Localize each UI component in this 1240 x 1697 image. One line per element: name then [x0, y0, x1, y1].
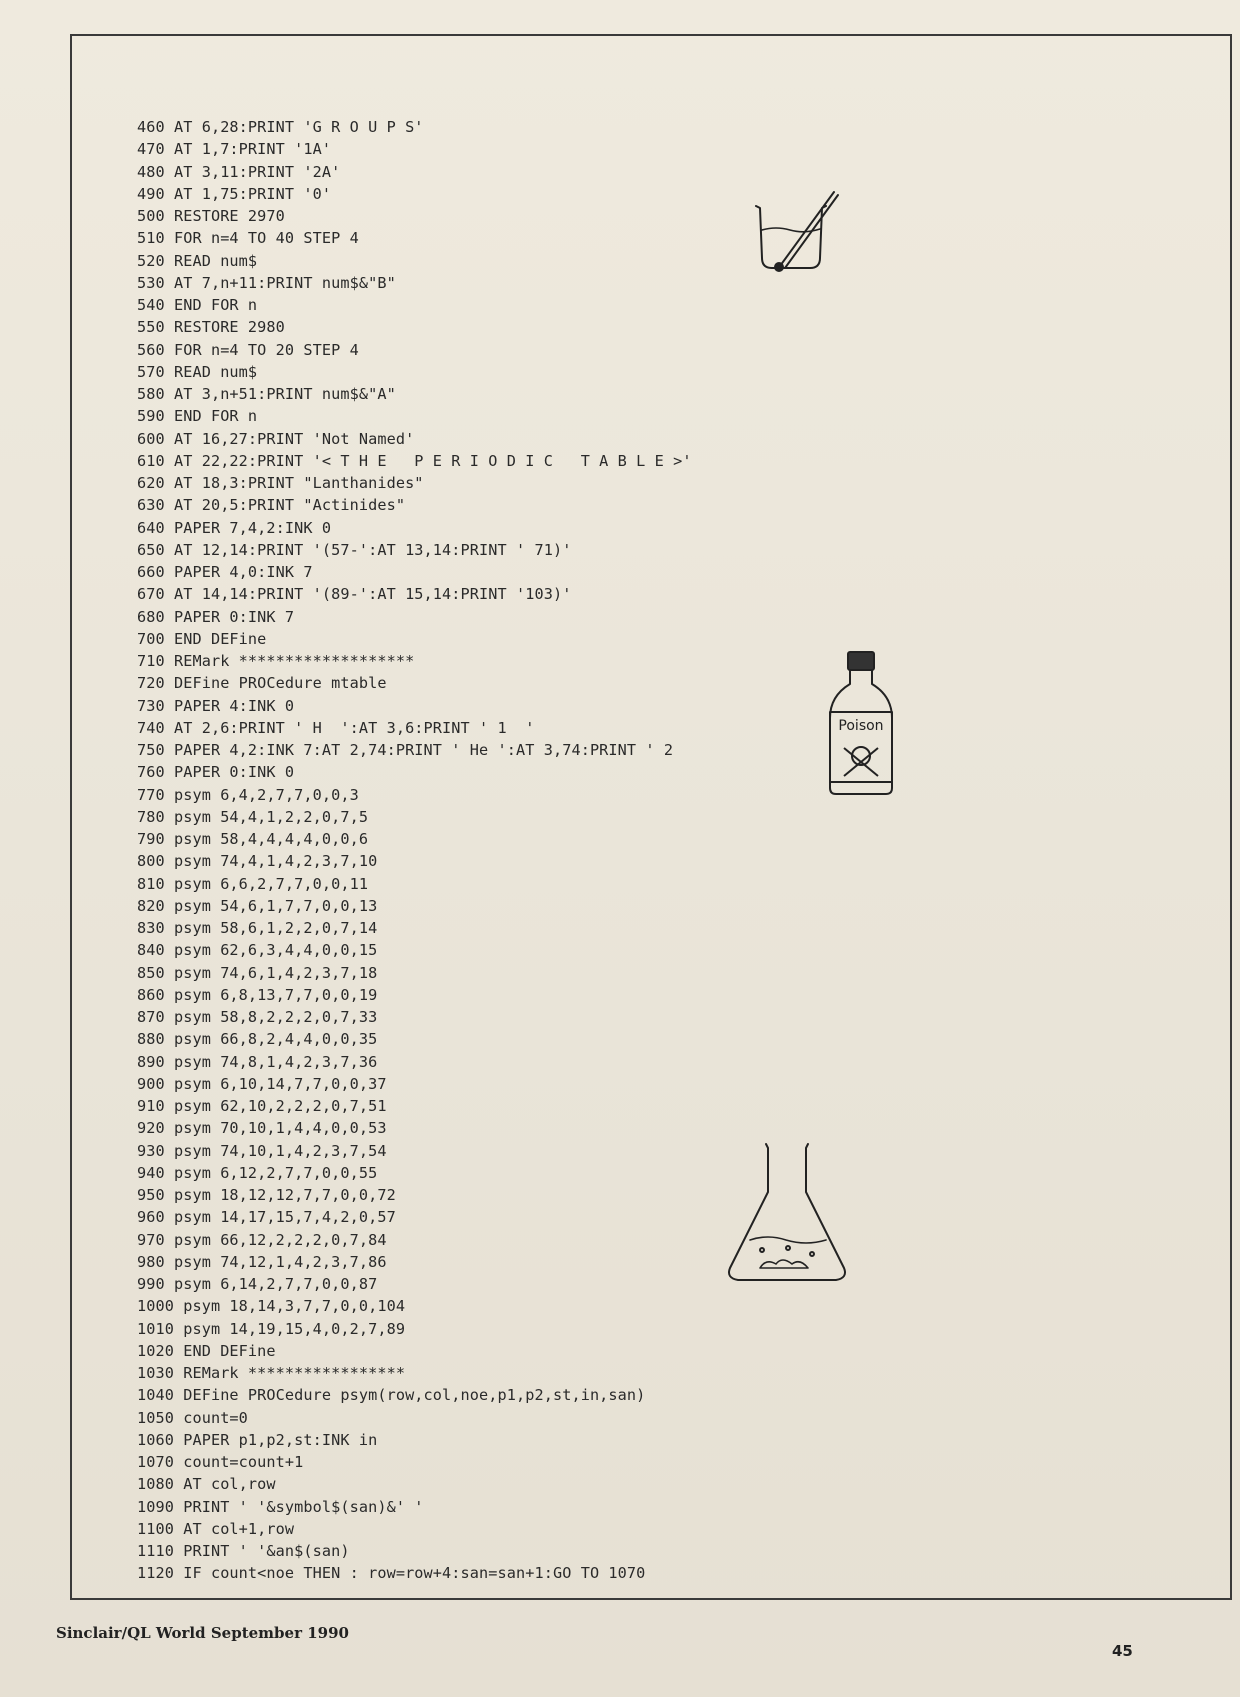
- code-line: 860 psym 6,8,13,7,7,0,0,19: [137, 985, 378, 1004]
- code-line: 760 PAPER 0:INK 0: [137, 763, 295, 782]
- code-line: 700 END DEFine: [137, 629, 267, 648]
- code-line: 500 RESTORE 2970: [137, 207, 285, 225]
- code-line: 540 END FOR n: [137, 296, 258, 314]
- code-line: 1010 psym 14,19,15,4,0,2,7,89: [137, 1319, 406, 1338]
- code-line: 900 psym 6,10,14,7,7,0,0,37: [137, 1074, 387, 1093]
- beaker-with-thermometer-icon: [752, 186, 852, 296]
- code-line: 940 psym 6,12,2,7,7,0,0,55: [137, 1163, 378, 1182]
- code-line: 850 psym 74,6,1,4,2,3,7,18: [137, 963, 378, 982]
- code-line: 1100 AT col+1,row: [137, 1519, 295, 1538]
- code-line: 1060 PAPER p1,p2,st:INK in: [137, 1430, 378, 1449]
- code-line: 1040 DEFine PROCedure psym(row,col,noe,p1,p2,st,in,san): [137, 1386, 646, 1405]
- code-line: 980 psym 74,12,1,4,2,3,7,86: [137, 1252, 387, 1271]
- code-line: 990 psym 6,14,2,7,7,0,0,87: [137, 1275, 378, 1293]
- code-line: 800 psym 74,4,1,4,2,3,7,10: [137, 852, 378, 871]
- code-line: 550 RESTORE 2980: [137, 318, 285, 337]
- code-line: 1080 AT col,row: [137, 1475, 276, 1494]
- code-line: 460 AT 6,28:PRINT 'G R O U P S': [137, 118, 424, 136]
- code-line: 790 psym 58,4,4,4,4,0,0,6: [137, 830, 369, 848]
- code-line: 810 psym 6,6,2,7,7,0,0,11: [137, 874, 369, 893]
- code-line: 680 PAPER 0:INK 7: [137, 607, 295, 626]
- poison-label: Poison: [838, 718, 884, 734]
- code-line: 480 AT 3,11:PRINT '2A': [137, 162, 341, 181]
- code-line: 660 PAPER 4,0:INK 7: [137, 563, 313, 581]
- basic-code-listing: [137, 116, 1037, 1585]
- code-line: 510 FOR n=4 TO 40 STEP 4: [137, 229, 359, 248]
- code-line: 870 psym 58,8,2,2,2,0,7,33: [137, 1008, 378, 1026]
- code-line: 840 psym 62,6,3,4,4,0,0,15: [137, 941, 378, 960]
- code-line: 560 FOR n=4 TO 20 STEP 4: [137, 340, 359, 359]
- code-line: 740 AT 2,6:PRINT ' H ':AT 3,6:PRINT ' 1 ': [137, 718, 535, 737]
- code-line: 880 psym 66,8,2,4,4,0,0,35: [137, 1030, 378, 1049]
- code-line: 630 AT 20,5:PRINT "Actinides": [137, 496, 406, 515]
- code-line: 1090 PRINT ' '&symbol$(san)&' ': [137, 1497, 424, 1516]
- code-line: 600 AT 16,27:PRINT 'Not Named': [137, 429, 415, 448]
- code-line: 930 psym 74,10,1,4,2,3,7,54: [137, 1141, 387, 1160]
- code-line: 1070 count=count+1: [137, 1453, 304, 1471]
- code-line: 470 AT 1,7:PRINT '1A': [137, 140, 332, 159]
- code-line: 890 psym 74,8,1,4,2,3,7,36: [137, 1052, 378, 1071]
- code-line: 1110 PRINT ' '&an$(san): [137, 1542, 350, 1560]
- poison-bottle-icon: [822, 648, 902, 798]
- code-line: 670 AT 14,14:PRINT '(89-':AT 15,14:PRINT '103)': [137, 585, 572, 604]
- code-line: 710 REMark *******************: [137, 652, 415, 670]
- code-line: 590 END FOR n: [137, 407, 258, 426]
- code-line: 830 psym 58,6,1,2,2,0,7,14: [137, 919, 378, 937]
- code-line: 530 AT 7,n+11:PRINT num$&"B": [137, 273, 396, 292]
- code-line: 1000 psym 18,14,3,7,7,0,0,104: [137, 1297, 406, 1316]
- code-line: 620 AT 18,3:PRINT "Lanthanides": [137, 474, 424, 492]
- code-line: 750 PAPER 4,2:INK 7:AT 2,74:PRINT ' He ':AT 3,74:PRINT ' 2: [137, 741, 674, 759]
- conical-flask-icon: [722, 1140, 852, 1290]
- code-line: 610 AT 22,22:PRINT '< T H E P E R I O D I C T A B L E >': [137, 451, 692, 470]
- code-line: 1020 END DEFine: [137, 1341, 276, 1360]
- code-line: 910 psym 62,10,2,2,2,0,7,51: [137, 1097, 387, 1115]
- code-line: 960 psym 14,17,15,7,4,2,0,57: [137, 1208, 396, 1227]
- code-line: 640 PAPER 7,4,2:INK 0: [137, 518, 332, 537]
- code-line: 920 psym 70,10,1,4,4,0,0,53: [137, 1119, 387, 1138]
- code-line: 780 psym 54,4,1,2,2,0,7,5: [137, 807, 369, 826]
- code-line: 1050 count=0: [137, 1408, 248, 1427]
- code-line: 580 AT 3,n+51:PRINT num$&"A": [137, 385, 396, 403]
- code-line: 570 READ num$: [137, 362, 258, 381]
- code-line: 820 psym 54,6,1,7,7,0,0,13: [137, 896, 378, 915]
- code-line: 730 PAPER 4:INK 0: [137, 696, 295, 715]
- code-line: 950 psym 18,12,12,7,7,0,0,72: [137, 1186, 396, 1204]
- code-line: 1120 IF count<noe THEN : row=row+4:san=san+1:GO TO 1070: [137, 1564, 646, 1583]
- code-line: 970 psym 66,12,2,2,2,0,7,84: [137, 1230, 387, 1249]
- code-line: 520 READ num$: [137, 251, 258, 270]
- page-number: 45: [1112, 1642, 1133, 1660]
- code-line: 650 AT 12,14:PRINT '(57-':AT 13,14:PRINT ' 71)': [137, 540, 572, 559]
- code-line: 770 psym 6,4,2,7,7,0,0,3: [137, 785, 359, 804]
- code-line: 720 DEFine PROCedure mtable: [137, 674, 387, 693]
- code-line: 490 AT 1,75:PRINT '0': [137, 184, 332, 203]
- code-line: 1030 REMark *****************: [137, 1364, 406, 1382]
- publication-footer: Sinclair/QL World September 1990: [56, 1624, 349, 1642]
